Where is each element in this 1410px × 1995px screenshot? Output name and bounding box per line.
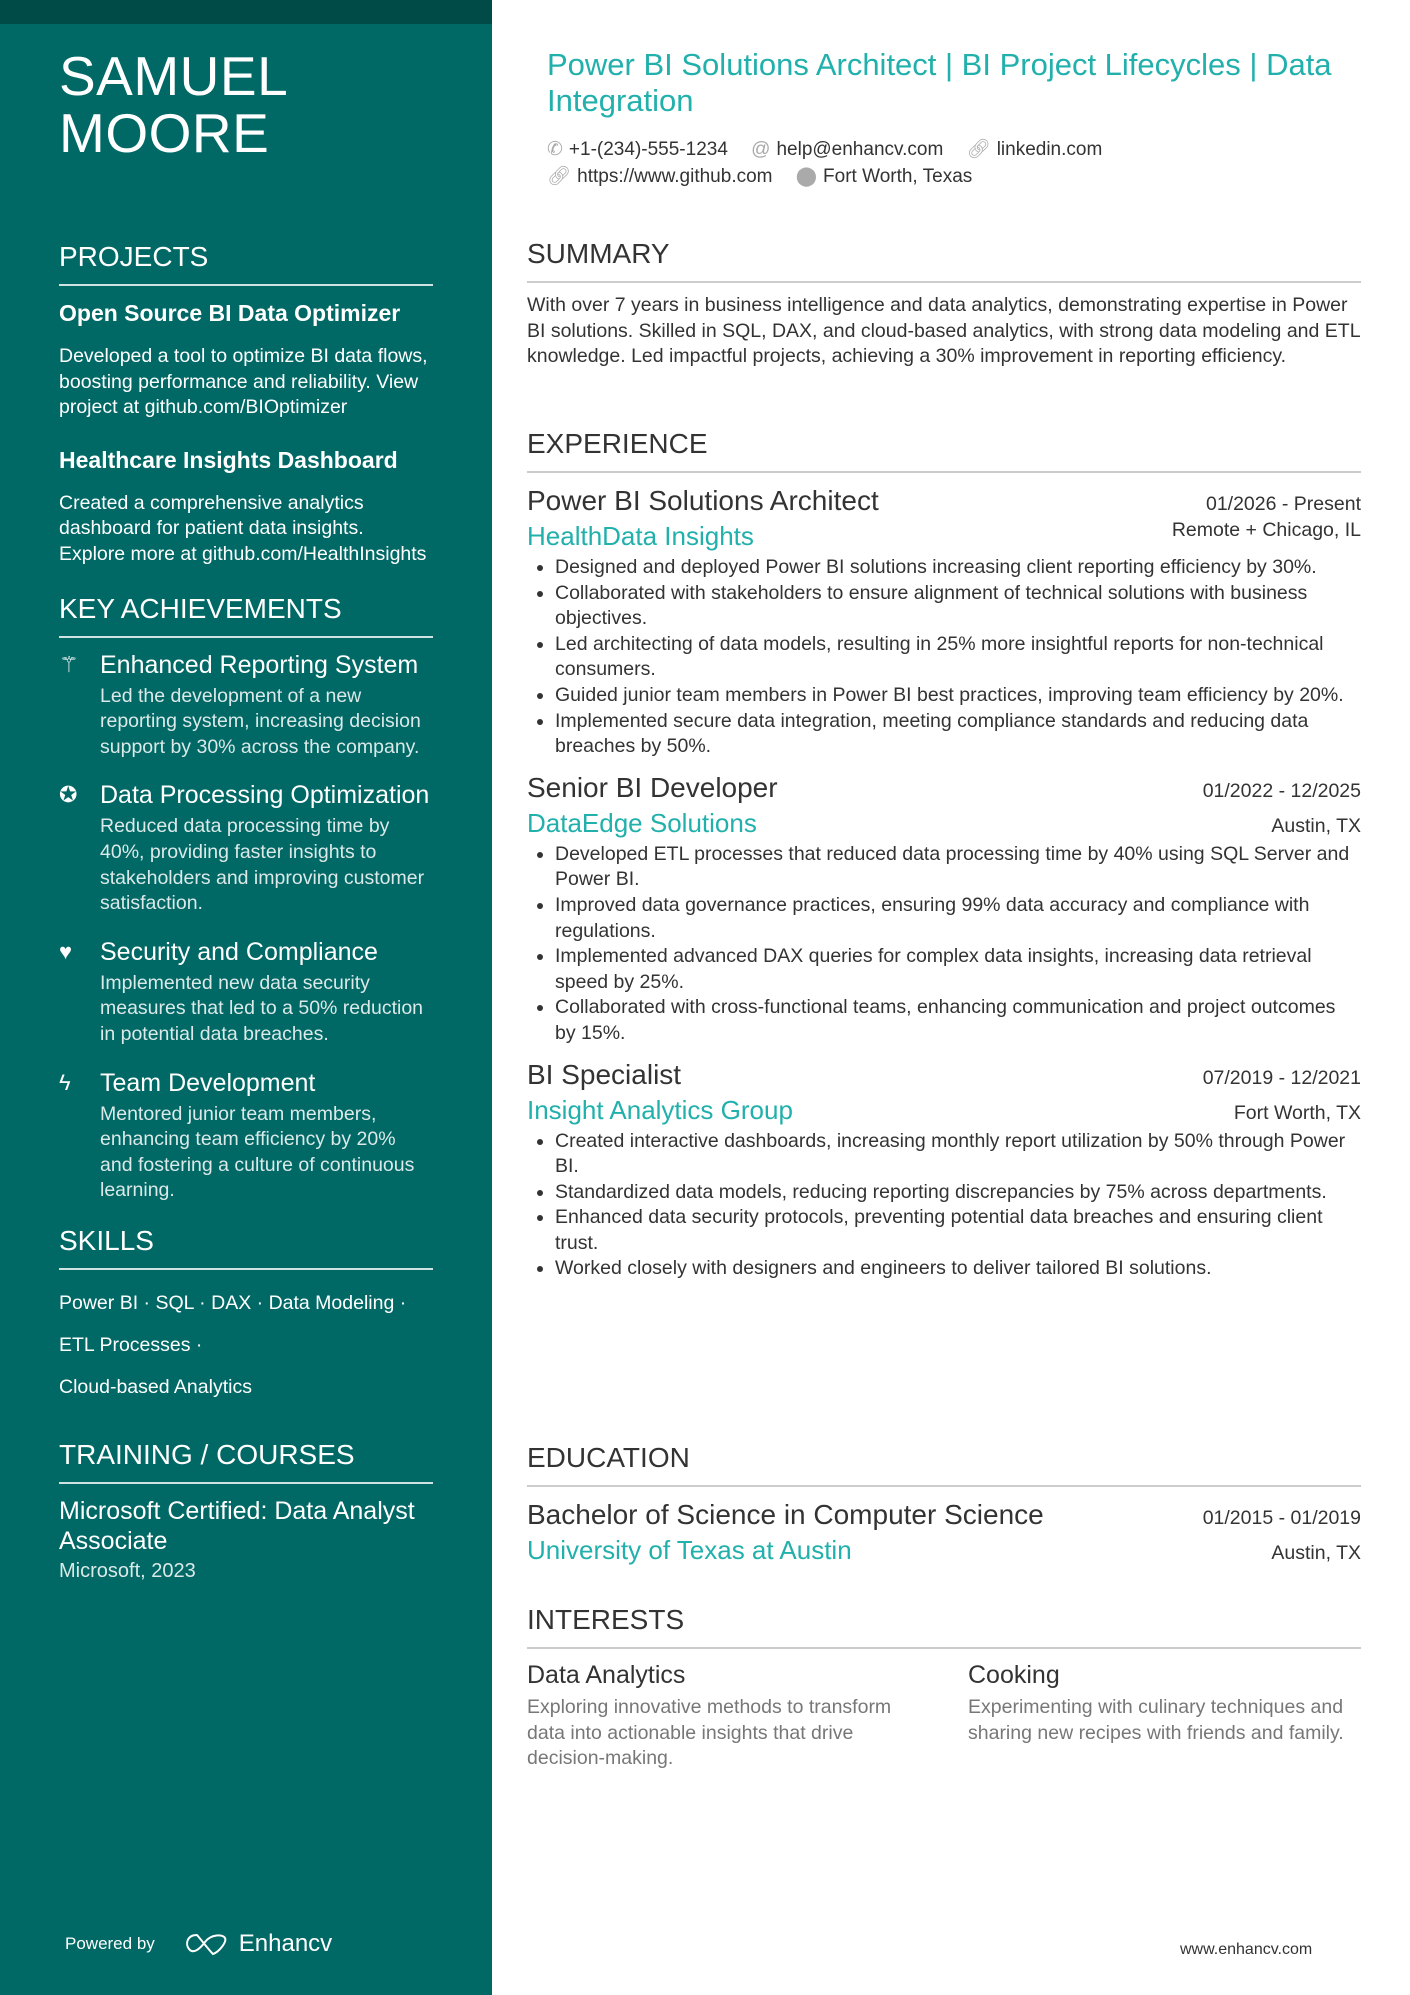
magic-wand-icon: ⚚	[59, 651, 79, 677]
education-heading: EDUCATION	[527, 1441, 1361, 1487]
project-item: Healthcare Insights Dashboard Created a comprehensive analytics dashboard for patient data insights. Explore more at github.com/HealthInsights	[59, 446, 427, 565]
linkedin[interactable]: 🔗︎ linkedin.com	[966, 139, 1103, 160]
projects-heading: PROJECTS	[59, 240, 433, 286]
candidate-name: SAMUEL MOORE	[59, 45, 289, 164]
enhancv-logo-icon	[183, 1932, 229, 1956]
footer-url[interactable]: www.enhancv.com	[1180, 1941, 1313, 1958]
interests-section	[527, 1603, 1361, 1772]
at-icon: @	[751, 139, 771, 160]
heart-icon: ♥	[59, 938, 73, 964]
skills-list: Power BI · SQL · DAX · Data Modeling · ETL Processes · Cloud-based Analytics	[59, 1291, 407, 1398]
job-entry: BI Specialist 07/2019 - 12/2021 Insight Analytics Group Fort Worth, TX • Created interactive dashboards, increasing monthly report utilization by 50% through Power BI. • Standardized data models, reducing reporting discrepancies by 75% across departments. • Enhanced data security protocols, preventing potential data breaches and ensuring client trust. • Worked closely with designers and engineers to deliver tailored BI solutions.	[527, 1057, 1361, 1283]
skills-heading: SKILLS	[59, 1224, 433, 1270]
bolt-icon: ϟ	[59, 1069, 71, 1095]
contact-info	[547, 136, 1347, 190]
job-entry: Senior BI Developer 01/2022 - 12/2025 DataEdge Solutions Austin, TX • Developed ETL processes that reduced data processing time by 40% using SQL Server and Power BI. • Improved data governance practices, ensuring 99% data accuracy and compliance with regulations. • Implemented advanced DAX queries for complex data insights, increasing data retrieval speed by 25%. • Collaborated with cross-functional teams, enhancing communication and project outcomes by 15%.	[527, 770, 1361, 1047]
enhancv-logo[interactable]: Enhancv	[183, 1930, 332, 1958]
achievement-item: ♥ Security and Compliance Implemented new data security measures that led to a 50% reduction in potential data breaches.	[59, 937, 433, 1048]
course-provider: Microsoft, 2023	[59, 1559, 196, 1582]
interest-item: Cooking Experimenting with culinary techniques and sharing new recipes with friends and family.	[968, 1661, 1344, 1744]
course-title: Microsoft Certified: Data Analyst Associate	[59, 1496, 415, 1555]
education-section: EDUCATION Bachelor of Science in Computer Science 01/2015 - 01/2019 University of Texas at Austin Austin, TX	[527, 1442, 1361, 1565]
email[interactable]: @ help@enhancv.com	[751, 139, 944, 160]
github[interactable]: 🔗︎ https://www.github.com	[547, 166, 773, 187]
powered-by: Powered by Enhancv	[65, 1930, 333, 1957]
top-band	[0, 0, 492, 24]
summary-section	[527, 237, 1361, 370]
location-pin-icon: ⬤	[795, 166, 818, 187]
experience-heading: EXPERIENCE	[527, 427, 1361, 473]
sidebar	[0, 0, 492, 1995]
summary-text: With over 7 years in business intelligence and data analytics, demonstrating expertise in Power BI solutions. Skilled in SQL, DAX, and cloud-based analytics, with strong data modeling and ETL knowledge. Led impactful projects, achieving a 30% improvement in reporting efficiency.	[527, 294, 1360, 368]
achievements-heading: KEY ACHIEVEMENTS	[59, 592, 433, 638]
interests-heading: INTERESTS	[527, 1603, 1361, 1649]
experience-section	[527, 427, 1361, 1292]
project-item: Open Source BI Data Optimizer Developed a tool to optimize BI data flows, boosting performance and reliability. View project at github.com/BIOptimizer	[59, 300, 428, 419]
achievement-item: ϟ Team Development Mentored junior team members, enhancing team efficiency by 20% and fostering a culture of continuous learning.	[59, 1068, 433, 1204]
link-icon: 🔗︎	[547, 166, 572, 187]
phone-icon: ✆	[547, 139, 563, 160]
interest-item: Data Analytics Exploring innovative methods to transform data into actionable insights that drive decision-making.	[527, 1661, 892, 1770]
achievement-item: ✪ Data Processing Optimization Reduced data processing time by 40%, providing faster insights to stakeholders and improving customer satisfaction.	[59, 780, 433, 916]
phone[interactable]: ✆ +1-(234)-555-1234	[547, 139, 728, 160]
summary-heading: SUMMARY	[527, 237, 1361, 283]
award-icon: ✪	[59, 782, 78, 808]
training-heading: TRAINING / COURSES	[59, 1438, 433, 1484]
link-icon: 🔗︎	[966, 139, 991, 160]
location: ⬤ Fort Worth, Texas	[795, 166, 973, 187]
achievement-item: ⚚ Enhanced Reporting System Led the development of a new reporting system, increasing decision support by 30% across the company.	[59, 650, 433, 761]
job-entry: Power BI Solutions Architect 01/2026 - Present HealthData Insights Remote + Chicago, IL • Designed and deployed Power BI solutions increasing client reporting efficiency by 30%. • Collaborated with stakeholders to ensure alignment of technical solutions with business objectives. • Led architecting of data models, resulting in 25% more insightful reports for non-technical consumers. • Guided junior team members in Power BI best practices, improving team efficiency by 20%. • Implemented secure data integration, meeting compliance standards and reducing data breaches by 50%.	[527, 483, 1361, 760]
headline: Power BI Solutions Architect | BI Project Lifecycles | Data Integration	[547, 47, 1332, 118]
